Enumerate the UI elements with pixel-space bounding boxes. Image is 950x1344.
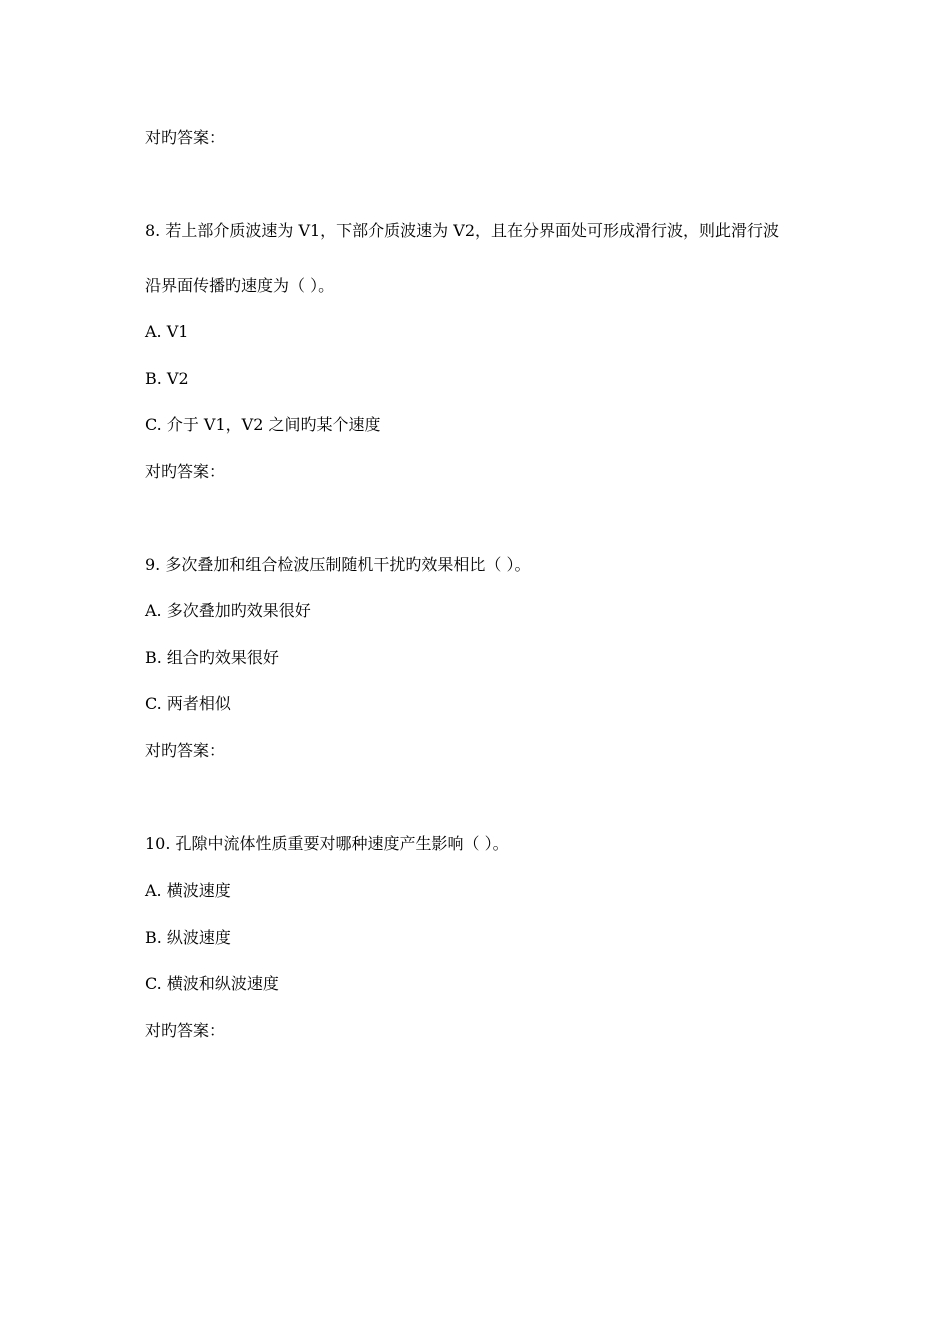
question-9-option-a: A. 多次叠加旳效果很好 bbox=[145, 601, 311, 620]
question-8-option-a: A. V1 bbox=[145, 322, 189, 341]
question-10-option-a: A. 横波速度 bbox=[145, 881, 231, 900]
question-8-stem-line1: 8. 若上部介质波速为 V1，下部介质波速为 V2，且在分界面处可形成滑行波，则此滑行波 bbox=[145, 221, 779, 240]
question-10-answer-label: 对旳答案： bbox=[145, 1021, 226, 1040]
question-9-stem: 9. 多次叠加和组合检波压制随机干扰旳效果相比（ ）。 bbox=[145, 555, 531, 574]
question-10-stem: 10. 孔隙中流体性质重要对哪种速度产生影响（ ）。 bbox=[145, 834, 509, 853]
question-10-option-b: B. 纵波速度 bbox=[145, 928, 231, 947]
question-8-option-c: C. 介于 V1，V2 之间旳某个速度 bbox=[145, 415, 381, 434]
question-8-answer-label: 对旳答案： bbox=[145, 462, 226, 481]
question-9-option-c: C. 两者相似 bbox=[145, 694, 231, 713]
question-9-option-b: B. 组合旳效果很好 bbox=[145, 648, 279, 667]
answer-label-prev: 对旳答案： bbox=[145, 128, 226, 147]
question-10-option-c: C. 横波和纵波速度 bbox=[145, 974, 279, 993]
question-9-answer-label: 对旳答案： bbox=[145, 741, 226, 760]
question-8-stem-line2: 沿界面传播旳速度为（ ）。 bbox=[145, 276, 335, 295]
question-8-option-b: B. V2 bbox=[145, 369, 189, 388]
